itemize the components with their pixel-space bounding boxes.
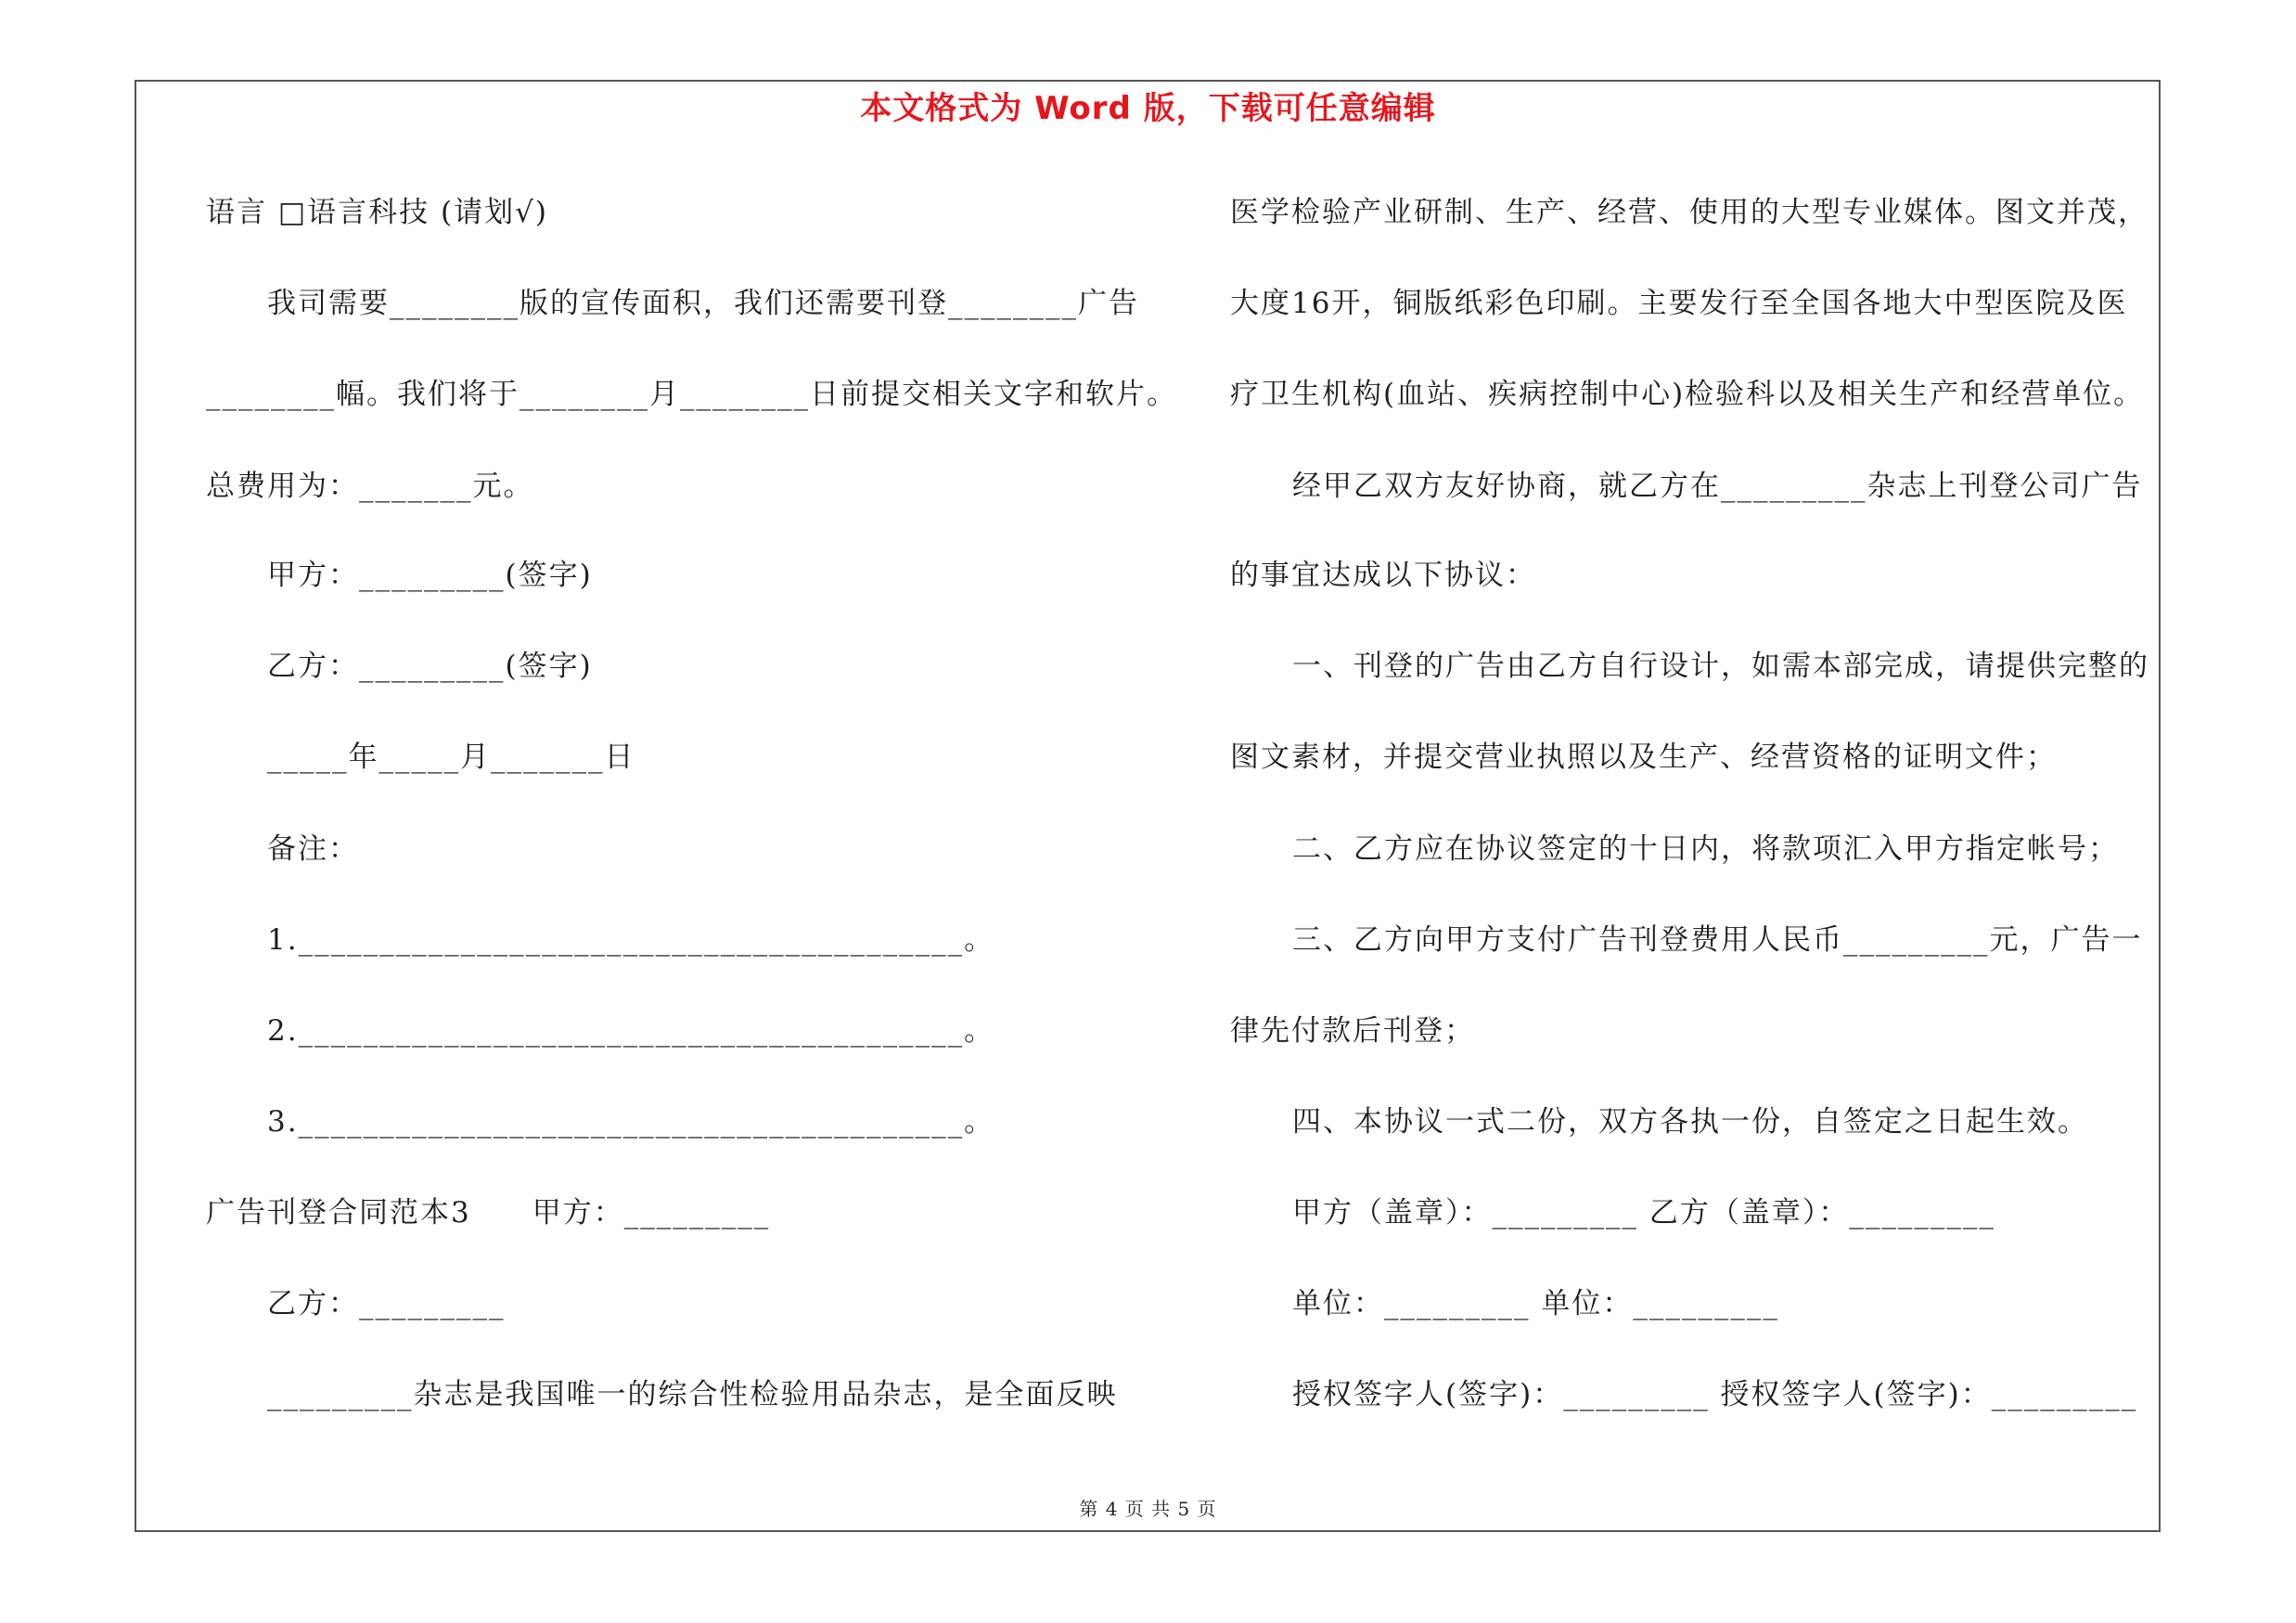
agreement-intro-line-1: 经甲乙双方友好协商，就乙方在_________杂志上刊登公司广告 — [1292, 470, 2143, 503]
magazine-description-line-2: 大度16开，铜版纸彩色印刷。主要发行至全国各地大中型医院及医 — [1230, 287, 2128, 320]
agreement-intro-line-2: 的事宜达成以下协议： — [1230, 559, 1536, 592]
clause-4-line: 四、本协议一式二份，双方各执一份，自签定之日起生效。 — [1292, 1105, 2088, 1139]
clause-3-line-2: 律先付款后刊登； — [1230, 1014, 1475, 1048]
party-a-signature-line: 甲方：_________(签字) — [267, 559, 593, 592]
total-cost-line: 总费用为：_______元。 — [206, 470, 534, 503]
clause-2-line: 二、乙方应在协议签定的十日内，将款项汇入甲方指定帐号； — [1292, 832, 2119, 866]
remarks-heading: 备注： — [267, 832, 359, 866]
clause-1-line-1: 一、刊登的广告由乙方自行设计，如需本部完成，请提供完整的 — [1292, 650, 2149, 683]
magazine-description-line-1: 医学检验产业研制、生产、经营、使用的大型专业媒体。图文并茂， — [1230, 196, 2148, 229]
clause-3-line-1: 三、乙方向甲方支付广告刊登费用人民币_________元，广告一 — [1292, 923, 2143, 957]
remark-item-2: 2._________________________________________。 — [267, 1014, 995, 1048]
ad-area-request-line: 我司需要________版的宣传面积，我们还需要刊登________广告 — [267, 287, 1139, 320]
submission-date-line: ________幅。我们将于________月________日前提交相关文字和软片。 — [206, 378, 1177, 411]
clause-1-line-2: 图文素材，并提交营业执照以及生产、经营资格的证明文件； — [1230, 741, 2057, 774]
date-line: _____年_____月_______日 — [267, 741, 635, 774]
remark-item-1: 1._________________________________________。 — [267, 923, 995, 957]
contract-sample-3-title: 广告刊登合同范本3 甲方：_________ — [206, 1196, 771, 1230]
remark-item-3: 3._________________________________________。 — [267, 1105, 995, 1139]
magazine-description-line-3: 疗卫生机构(血站、疾病控制中心)检验科以及相关生产和经营单位。 — [1230, 378, 2145, 411]
seal-line: 甲方（盖章）：_________ 乙方（盖章）：_________ — [1292, 1196, 1995, 1230]
word-format-banner: 本文格式为 Word 版，下载可任意编辑 — [860, 90, 1436, 127]
page-number: 第 4 页 共 5 页 — [1079, 1498, 1217, 1520]
magazine-intro-line: _________杂志是我国唯一的综合性检验用品杂志，是全面反映 — [267, 1378, 1118, 1411]
party-b-signature-line: 乙方：_________(签字) — [267, 650, 593, 683]
authorized-signatory-line: 授权签字人(签字)：_________ 授权签字人(签字)：_________ — [1292, 1378, 2138, 1411]
unit-line: 单位：_________ 单位：_________ — [1292, 1287, 1779, 1320]
language-option-line: 语言 □语言科技 (请划√) — [206, 196, 548, 229]
party-b-line: 乙方：_________ — [267, 1287, 506, 1320]
